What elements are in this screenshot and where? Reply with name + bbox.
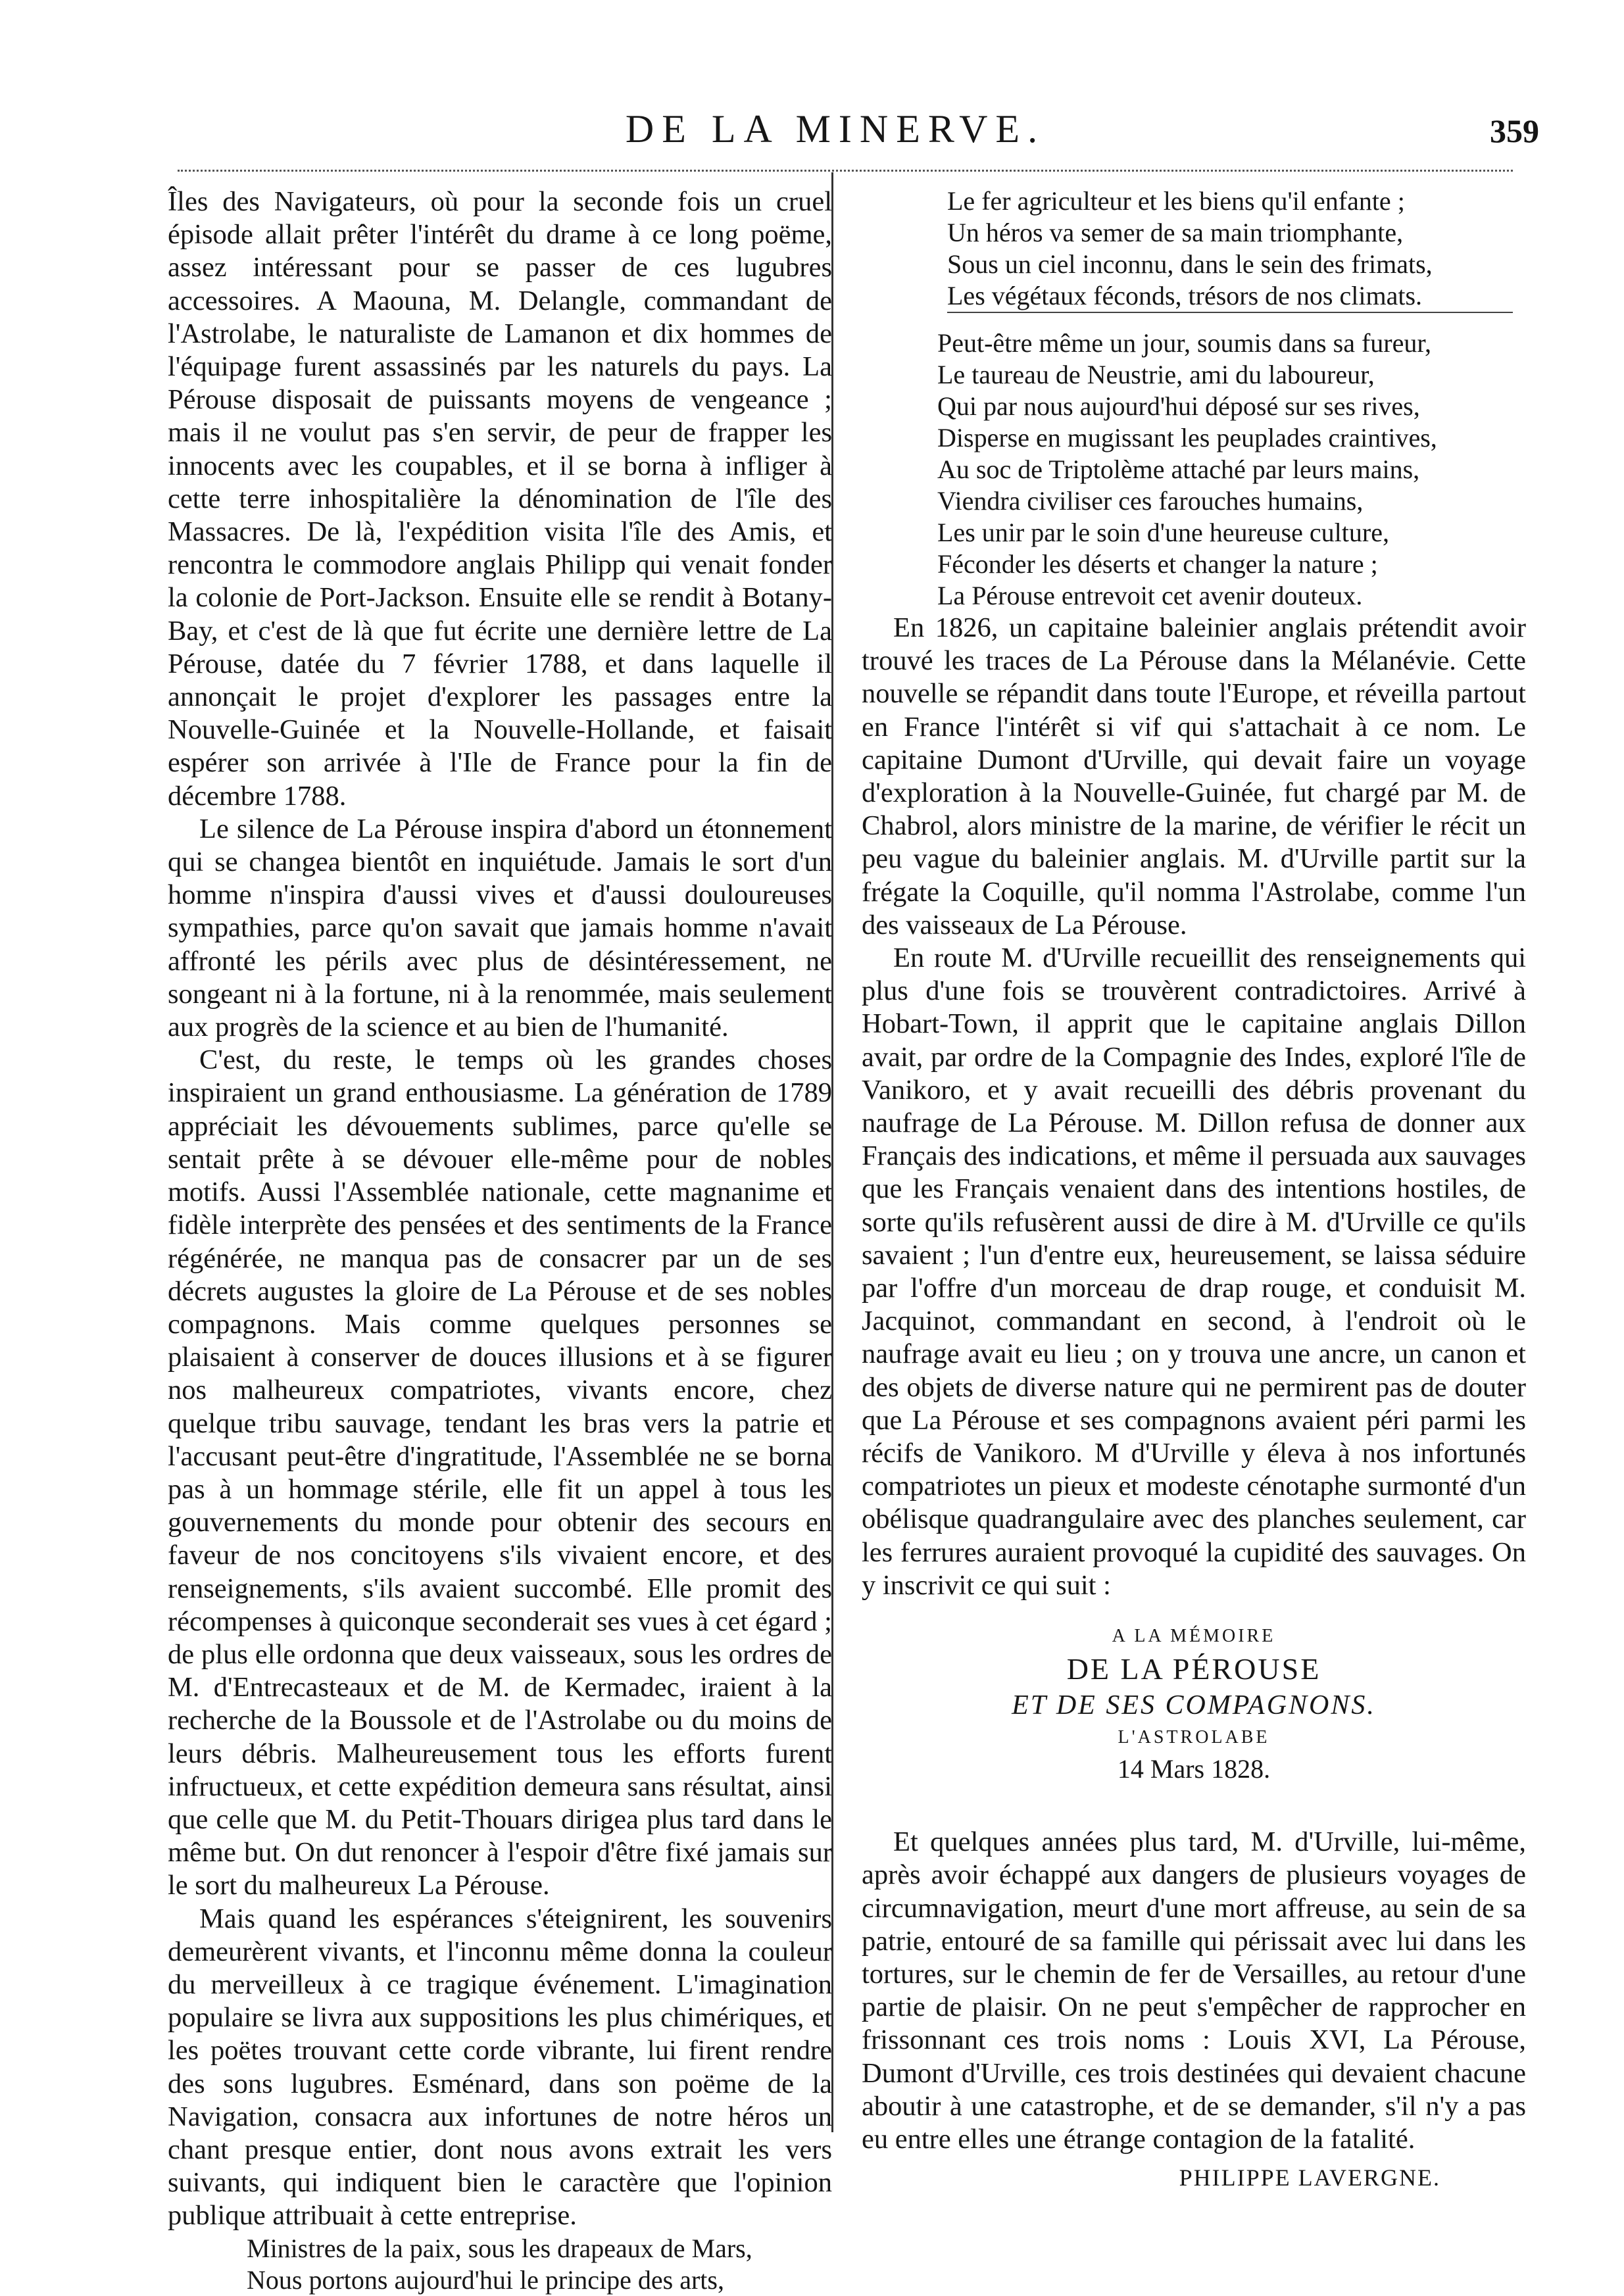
verse-line: Disperse en mugissant les peuplades craintives, xyxy=(937,423,1437,452)
verse-line: Peut-être même un jour, soumis dans sa fureur, xyxy=(937,328,1432,358)
paragraph: Mais quand les espérances s'éteignirent, les souvenirs demeurèrent vivants, et l'inconnu même donna la couleur du merveilleux à ce tragique événement. L'imagination populaire se livra aux suppositions les plus chimériques, et les poëtes trouvant cette corde vibrante, lui firent rendre des sons lugubres. Esménard, dans son poëme de la Navigation, consacra aux infortunes de notre héros un chant presque entier, dont nous avons extrait les vers suivants, qui indiquent bien le caractère que l'opinion publique attribuait à cette entreprise. xyxy=(168,1903,832,2232)
verse-line: Les unir par le soin d'une heureuse culture, xyxy=(937,518,1389,547)
inscription-line: L'ASTROLABE xyxy=(1118,1727,1270,1748)
author-signature: PHILIPPE LAVERGNE. xyxy=(1179,2164,1440,2191)
verse-line: Le fer agriculteur et les biens qu'il enfante ; xyxy=(947,186,1405,216)
inscription-line: DE LA PÉROUSE xyxy=(1066,1652,1321,1686)
header-rule xyxy=(178,170,1513,176)
verse-line: Ministres de la paix, sous les drapeaux de Mars, xyxy=(247,2233,752,2263)
verse-line: Au soc de Triptolème attaché par leurs mains, xyxy=(937,454,1420,484)
verse-line: Féconder les déserts et changer la nature ; xyxy=(937,549,1378,579)
page-number: 359 xyxy=(1490,112,1539,149)
verse-separator-rule xyxy=(947,312,1513,322)
verse-line: Qui par nous aujourd'hui déposé sur ses rives, xyxy=(937,391,1420,421)
verse-line: Le taureau de Neustrie, ami du laboureur, xyxy=(937,360,1375,389)
verse-block xyxy=(862,185,1526,312)
paragraph: C'est, du reste, le temps où les grandes choses inspiraient un grand enthousiasme. La génération de 1789 appréciait les dévouements sublimes, parce qu'elle se sentait prête à se dévouer elle-même pour de nobles motifs. Aussi l'Assemblée nationale, cette magnanime et fidèle interprète des pensées et des sentiments de la France régénérée, ne manqua pas de consacrer par un de ses décrets augustes la gloire de La Pérouse et de ses nobles compagnons. Mais comme quelques personnes se plaisaient à conserver de douces illusions et à se figurer nos malheureux compatriotes, vivants encore, chez quelque tribu sauvage, tendant les bras vers la patrie et l'accusant peut-être d'ingratitude, l'Assemblée ne se borna pas à un hommage stérile, elle fit un appel à tous les gouvernements du monde pour obtenir des secours en faveur de nos concitoyens s'ils vivaient encore, et des renseignements, s'ils avaient succombé. Elle promit des récompenses à quiconque seconderait ses vues à cet égard ; de plus elle ordonna que deux vaisseaux, sous les ordres de M. d'Entrecasteaux et de M. de Kermadec, iraient à la recherche de la Boussole et de l'Astrolabe ou du moins de leurs débris. Malheureusement tous les efforts furent infructueux, et cette expédition demeura sans résultat, ainsi que celle que M. du Petit-Thouars dirigea plus tard dans le même but. On dut renoncer à l'espoir d'être fixé jamais sur le sort du malheureux La Pérouse. xyxy=(168,1044,832,1901)
paragraph: En route M. d'Urville recueillit des renseignements qui plus d'une fois se trouvèrent contradictoires. Arrivé à Hobart-Town, il apprit que le capitaine anglais Dillon avait, par ordre de la Compagnie des Indes, exploré l'île de Vanikoro, et y avait recueilli des débris provenant du naufrage de La Pérouse. M. Dillon refusa de donner aux Français des indications, et même il persuada aux sauvages que les Français venaient dans des intentions hostiles, de sorte qu'ils refusèrent aussi de dire à M. d'Urville ce qu'ils savaient ; l'un d'entre eux, heureusement, se laissa séduire par l'offre d'un morceau de drap rouge, et conduisit M. Jacquinot, commandant en second, à l'endroit où le naufrage avait eu lieu ; on y trouva une ancre, un canon et des objets de diverse nature qui ne permirent pas de douter que La Pérouse et ses compagnons avaient péri parmi les récifs de Vanikoro. M d'Urville y éleva à nos infortunés compatriotes un pieux et modeste cénotaphe surmonté d'un obélisque quadrangulaire avec des planches seulement, car les ferrures auraient provoqué la cupidité des sauvages. On y inscrivit ce qui suit : xyxy=(862,942,1526,1601)
paragraph: Îles des Navigateurs, où pour la seconde fois un cruel épisode allait prêter l'intérêt du drame à ce long poëme, assez intéressant pour se passer de ces lugubres accessoires. A Maouna, M. Delangle, commandant de l'Astrolabe, le naturaliste de Lamanon et dix hommes de l'équipage furent assassinés par les naturels du pays. La Pérouse disposait de puissants moyens de vengeance ; mais il ne voulut pas s'en servir, de peur de frapper les innocents avec les coupables, et il se borna à infliger à cette terre inhospitalière la dénomination de l'île des Massacres. De là, l'expédition visita l'île des Amis, et rencontra le commodore anglais Philipp qui venait fonder la colonie de Port-Jackson. Ensuite elle se rendit à Botany-Bay, et c'est de là que fut écrite une dernière lettre de La Pérouse, datée du 7 février 1788, et dans laquelle il annonçait le projet d'explorer les passages entre la Nouvelle-Guinée et la Nouvelle-Hollande, et faisait espérer son arrivée à l'Ile de France pour la fin de décembre 1788. xyxy=(168,186,832,812)
inscription-line: ET DE SES COMPAGNONS. xyxy=(1012,1690,1376,1721)
verse-line: Les végétaux féconds, trésors de nos climats. xyxy=(947,281,1423,310)
verse-line: Un héros va semer de sa main triomphante, xyxy=(947,218,1404,247)
page-header xyxy=(132,99,1539,158)
right-column xyxy=(862,185,1526,2194)
verse-line: Nous portons aujourd'hui le principe des arts, xyxy=(247,2264,724,2295)
inscription-line: 14 Mars 1828. xyxy=(1117,1754,1271,1784)
inscription xyxy=(862,1622,1526,1786)
running-title: DE LA MINERVE. xyxy=(625,107,1046,151)
paragraph: Le silence de La Pérouse inspira d'abord un étonnement qui se changea bientôt en inquiétude. Jamais le sort d'un homme n'inspira d'aussi vives et d'aussi douloureuses sympathies, parce qu'on savait que jamais homme n'avait affronté les périls avec plus de désintéressement, ne songeant ni à la fortune, ni à la renommée, mais seulement aux progrès de la science et au bien de l'humanité. xyxy=(168,813,832,1043)
verse-line: Viendra civiliser ces farouches humains, xyxy=(937,486,1364,516)
paragraph: Et quelques années plus tard, M. d'Urville, lui-même, après avoir échappé aux dangers de plusieurs voyages de circumnavigation, meurt d'une mort affreuse, au sein de sa patrie, entouré de sa famille qui périssait avec lui dans les tortures, sur le chemin de fer de Versailles, au retour d'une partie de plaisir. On ne peut s'empêcher de rapprocher en frissonnant ces trois noms : Louis XVI, La Pérouse, Dumont d'Urville, ces trois destinées qui devaient chacune aboutir à une catastrophe, et de se demander, s'il n'y a pas eu entre elles une étrange contagion de la fatalité. xyxy=(862,1826,1526,2155)
left-column xyxy=(168,185,832,2296)
paragraph: En 1826, un capitaine baleinier anglais prétendit avoir trouvé les traces de La Pérouse dans la Mélanévie. Cette nouvelle se répandit dans toute l'Europe, et réveilla partout en France l'intérêt si vif qui s'attachait à ce nom. Le capitaine Dumont d'Urville, qui devait faire un voyage d'exploration à la Nouvelle-Guinée, fut chargé par M. de Chabrol, alors ministre de la marine, de vérifier le récit un peu vague du baleinier anglais. M. d'Urville partit sur la frégate la Coquille, qu'il nomma l'Astrolabe, comme l'un des vaisseaux de La Pérouse. xyxy=(862,612,1526,940)
verse-line: Sous un ciel inconnu, dans le sein des frimats, xyxy=(947,249,1433,279)
verse-block xyxy=(862,328,1526,612)
verse-line: La Pérouse entrevoit cet avenir douteux. xyxy=(937,581,1363,610)
verse-block xyxy=(168,2233,832,2296)
inscription-line: A LA MÉMOIRE xyxy=(1112,1626,1276,1647)
